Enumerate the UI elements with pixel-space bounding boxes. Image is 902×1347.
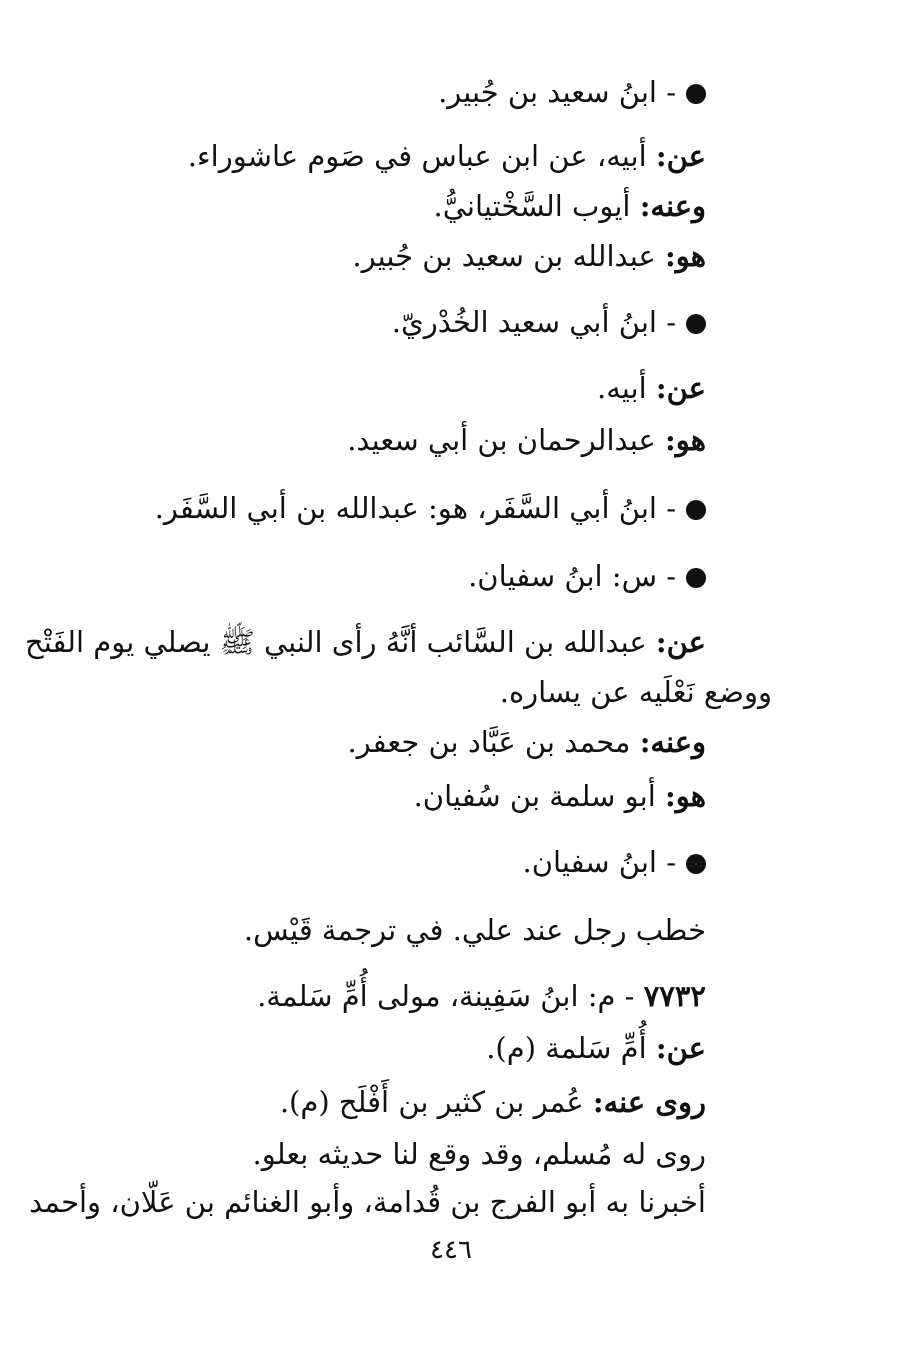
entry-line-ibn-sufyan: - ابنُ سفيان. [522,842,706,882]
entry-line-ibn-sufyan-s: - س: ابنُ سفيان. [468,556,706,596]
entry-number: ٧٧٣٢ [643,979,706,1013]
entry-line-ibn-said-ibn-jubayr: - ابنُ سعيد بن جُبير. [438,72,706,112]
text-line: أخبرنا به أبو الفرج بن قُدامة، وأبو الغنائم بن عَلّان، وأحمد [29,1185,706,1219]
text-line: خطب رجل عند علي. في ترجمة قَيْس. [243,913,706,947]
entry-line-ibn-abi-safar: - ابنُ أبي السَّفَر، هو: عبدالله بن أبي السَّفَر. [155,488,706,528]
identity-line: هو: أبو سلمة بن سُفيان. [413,779,706,813]
bullet-icon [686,854,706,874]
bullet-icon [686,314,706,334]
text-continuation-line: ووضع نَعْلَيه عن يساره. [499,675,772,709]
bullet-icon [686,568,706,588]
bullet-icon [686,500,706,520]
text-line: روى له مُسلم، وقد وقع لنا حديثه بعلو. [252,1137,706,1171]
narrated-from-line: عن: أبيه. [597,371,706,405]
narrated-from-line: عن: أُمِّ سَلمة (م). [486,1031,706,1065]
page-number: ٤٤٦ [430,1235,472,1265]
identity-line: هو: عبدالله بن سعيد بن جُبير. [352,239,706,273]
narrators-from-him-line: روى عنه: عُمر بن كثير بن أَفْلَح (م). [279,1085,706,1119]
bullet-icon [686,84,706,104]
narrated-from-line: عن: أبيه، عن ابن عباس في صَوم عاشوراء. [187,139,706,173]
numbered-entry-line: ٧٧٣٢ - م: ابنُ سَفِينة، مولى أُمِّ سَلمة. [257,979,706,1013]
identity-line: هو: عبدالرحمان بن أبي سعيد. [347,423,706,457]
narrators-from-him-line: وعنه: محمد بن عَبَّاد بن جعفر. [347,725,706,759]
entry-line-ibn-abi-said: - ابنُ أبي سعيد الخُدْريّ. [392,302,706,342]
narrators-from-him-line: وعنه: أيوب السَّخْتيانيُّ. [433,189,706,223]
narrated-from-line: عن: عبدالله بن السَّائب أنَّهُ رأى النبي ﷺ يصلي يوم الفَتْح [25,625,706,659]
